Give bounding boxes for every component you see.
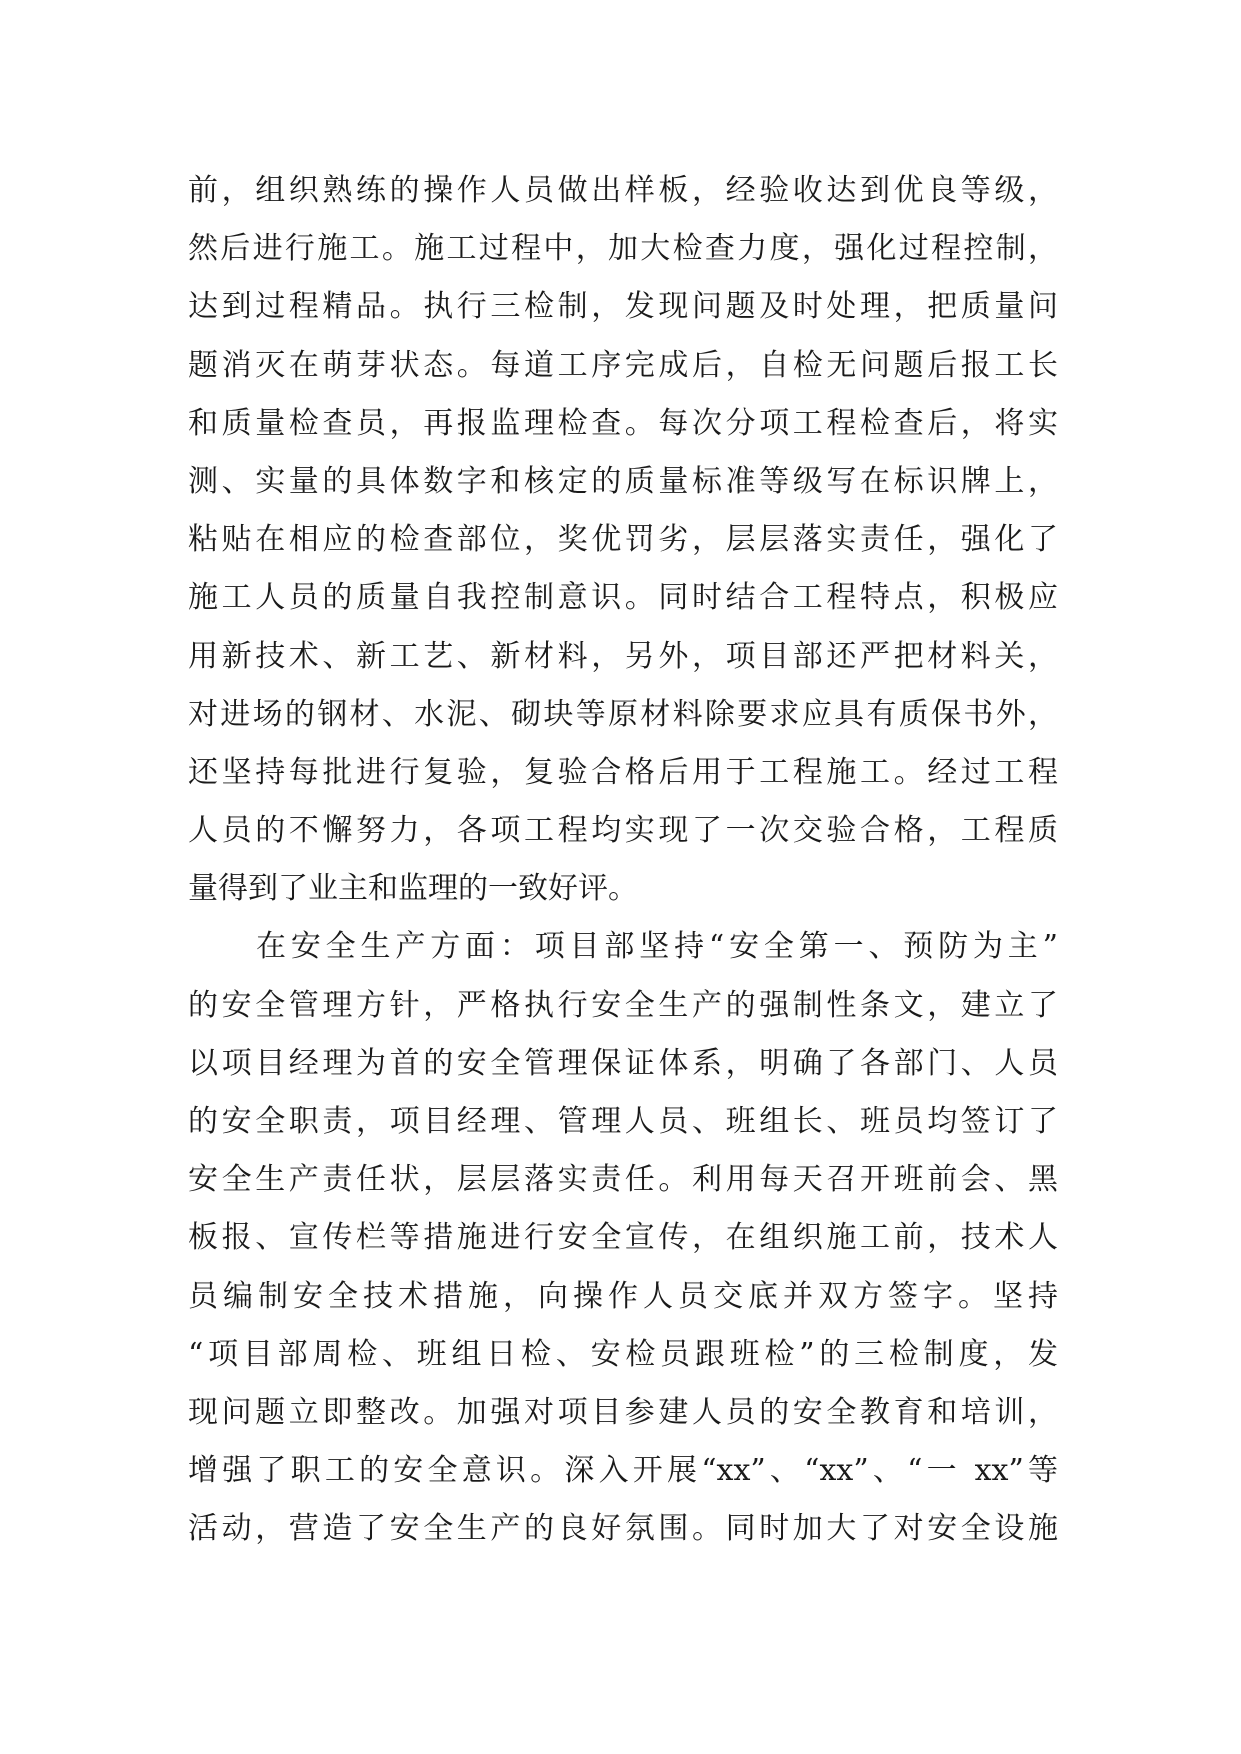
text-line: 测、实量的具体数字和核定的质量标准等级写在标识牌上， [188,463,1058,499]
text-line: 以项目经理为首的安全管理保证体系，明确了各部门、人员 [188,1045,1058,1081]
text-line: 对进场的钢材、水泥、砌块等原材料除要求应具有质保书外， [188,696,1058,732]
text-line: 的安全职责，项目经理、管理人员、班组长、班员均签订了 [188,1104,1058,1139]
text-line: 用新技术、新工艺、新材料，另外，项目部还严把材料关， [188,638,1058,674]
text-line: 和质量检查员，再报监理检查。每次分项工程检查后，将实 [188,405,1058,441]
text-line: 还坚持每批进行复验，复验合格后用于工程施工。经过工程 [188,754,1058,790]
text-line: 人员的不懈努力，各项工程均实现了一次交验合格，工程质 [188,813,1058,849]
paragraph-last-line: 量得到了业主和监理的一致好评。 [188,871,638,907]
text-line: 题消灭在萌芽状态。每道工序完成后，自检无问题后报工长 [188,347,1058,383]
text-line: 员编制安全技术措施，向操作人员交底并双方签字。坚持 [188,1278,1058,1314]
paragraph-first-line: 在安全生产方面：项目部坚持“安全第一、预防为主” [256,929,1058,965]
text-line: “项目部周检、班组日检、安检员跟班检”的三检制度，发 [188,1336,1058,1372]
text-line: 板报、宣传栏等措施进行安全宣传，在组织施工前，技术人 [188,1220,1058,1256]
text-line: 的安全管理方针，严格执行安全生产的强制性条文，建立了 [188,987,1058,1023]
text-line: 粘贴在相应的检查部位，奖优罚劣，层层落实责任，强化了 [188,522,1058,558]
text-line: 现问题立即整改。加强对项目参建人员的安全教育和培训， [188,1394,1058,1430]
text-line: 安全生产责任状，层层落实责任。利用每天召开班前会、黑 [188,1162,1058,1198]
text-line: 活动，营造了安全生产的良好氛围。同时加大了对安全设施 [188,1511,1058,1547]
text-line: 增强了职工的安全意识。深入开展“xx”、“xx”、“一 xx”等 [188,1453,1058,1489]
body-text [188,162,1058,1559]
text-line: 达到过程精品。执行三检制，发现问题及时处理，把质量问 [188,289,1058,325]
text-line: 然后进行施工。施工过程中，加大检查力度，强化过程控制， [188,231,1058,267]
text-line: 前，组织熟练的操作人员做出样板，经验收达到优良等级， [188,173,1058,208]
text-line: 施工人员的质量自我控制意识。同时结合工程特点，积极应 [188,580,1058,616]
